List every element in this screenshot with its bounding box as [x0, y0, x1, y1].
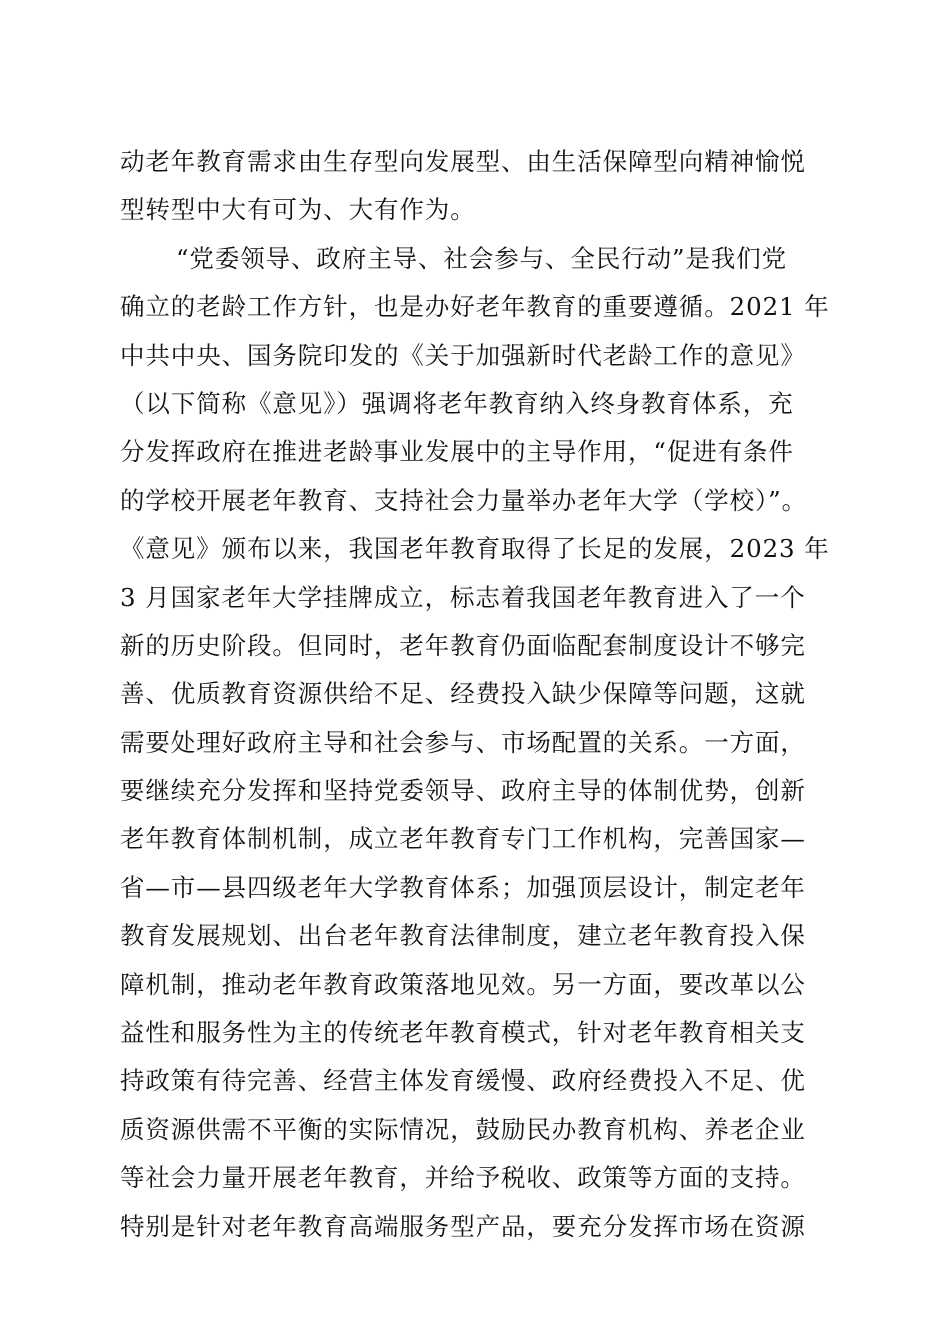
text-line: 质资源供需不平衡的实际情况，鼓励民办教育机构、养老企业	[120, 1114, 806, 1144]
text-line: （以下简称《意见》）强调将老年教育纳入终身教育体系，充	[120, 388, 794, 418]
text-line: 确立的老龄工作方针，也是办好老年教育的重要遵循。2021 年	[120, 292, 830, 322]
text-line: 持政策有待完善、经营主体发育缓慢、政府经费投入不足、优	[120, 1066, 806, 1096]
text-line: 要继续充分发挥和坚持党委领导、政府主导的体制优势，创新	[120, 776, 806, 806]
text-line: 的学校开展老年教育、支持社会力量举办老年大学（学校）”。	[120, 485, 807, 515]
text-line: 障机制，推动老年教育政策落地见效。另一方面，要改革以公	[120, 969, 806, 999]
text-line: 老年教育体制机制，成立老年教育专门工作机构，完善国家—	[120, 824, 806, 854]
text-line: 中共中央、国务院印发的《关于加强新时代老龄工作的意见》	[120, 340, 806, 370]
text-line: 动老年教育需求由生存型向发展型、由生活保障型向精神愉悦	[120, 147, 806, 176]
text-line: 特别是针对老年教育高端服务型产品，要充分发挥市场在资源	[120, 1211, 806, 1241]
body-text	[120, 138, 840, 1251]
text-line: 等社会力量开展老年教育，并给予税收、政策等方面的支持。	[120, 1163, 806, 1193]
text-line: 教育发展规划、出台老年教育法律制度，建立老年教育投入保	[120, 921, 806, 951]
text-line: 型转型中大有可为、大有作为。	[120, 195, 476, 225]
paragraph-start-line: “党委领导、政府主导、社会参与、全民行动”是我们党	[176, 243, 788, 273]
text-line: 新的历史阶段。但同时，老年教育仍面临配套制度设计不够完	[120, 630, 806, 660]
text-line: 3 月国家老年大学挂牌成立，标志着我国老年教育进入了一个	[120, 582, 806, 612]
text-line: 善、优质教育资源供给不足、经费投入缺少保障等问题，这就	[120, 679, 806, 709]
text-line: 省—市—县四级老年大学教育体系；加强顶层设计，制定老年	[120, 872, 806, 902]
text-line: 《意见》颁布以来，我国老年教育取得了长足的发展，2023 年	[120, 534, 830, 564]
text-line: 益性和服务性为主的传统老年教育模式，针对老年教育相关支	[120, 1018, 806, 1048]
text-line: 需要处理好政府主导和社会参与、市场配置的关系。一方面，	[120, 727, 806, 757]
text-line: 分发挥政府在推进老龄事业发展中的主导作用，“促进有条件	[120, 437, 794, 467]
